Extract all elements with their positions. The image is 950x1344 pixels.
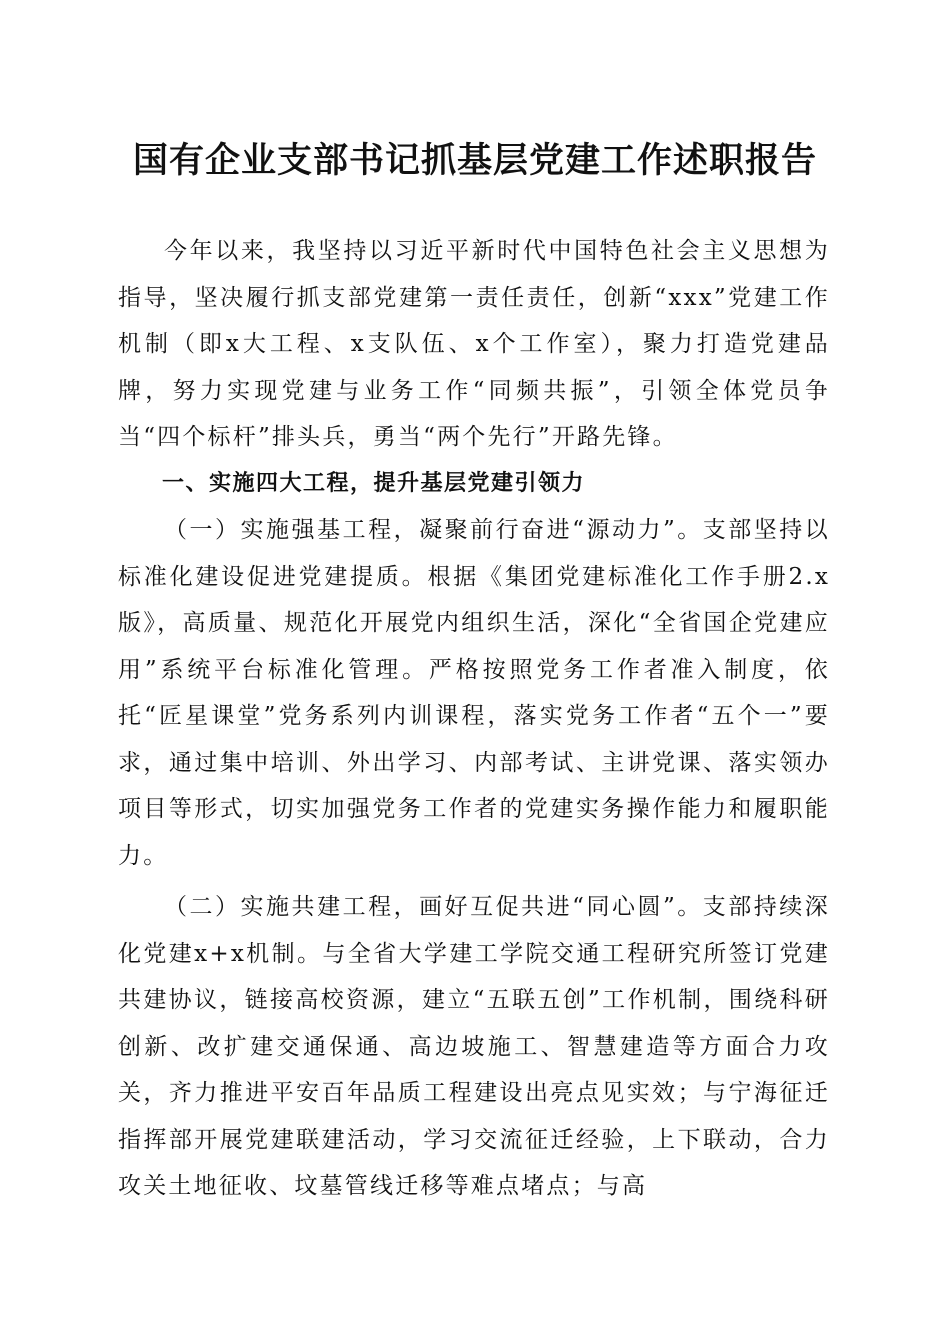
document-title: 国有企业支部书记抓基层党建工作述职报告 [132, 140, 817, 181]
paragraph-2: （二）实施共建工程，画好互促共进“同心圆”。支部持续深化党建x+x机制。与全省大学建工学院交通工程研究所签订党建共建协议，链接高校资源，建立“五联五创”工作机制，围绕科研创新、改扩建交通保通、高边坡施工、智慧建造等方面合力攻关，齐力推进平安百年品质工程建设出亮点见实效；与宁海征迁指挥部开展党建联建活动，学习交流征迁经验，上下联动，合力攻关土地征收、坟墓管线迁移等难点堵点；与高 [118, 894, 830, 1199]
paragraph-1: （一）实施强基工程，凝聚前行奋进“源动力”。支部坚持以标准化建设促进党建提质。根据《集团党建标准化工作手册2.x版》，高质量、规范化开展党内组织生活，深化“全省国企党建应用”系统平台标准化管理。严格按照党务工作者准入制度，依托“匠星课堂”党务系列内训课程，落实党务工作者“五个一”要求，通过集中培训、外出学习、内部考试、主讲党课、落实领办项目等形式，切实加强党务工作者的党建实务操作能力和履职能力。 [118, 517, 830, 869]
intro-paragraph: 今年以来，我坚持以习近平新时代中国特色社会主义思想为指导，坚决履行抓支部党建第一责任责任，创新“xxx”党建工作机制（即x大工程、x支队伍、x个工作室），聚力打造党建品牌，努力实现党建与业务工作“同频共振”，引领全体党员争当“四个标杆”排头兵，勇当“两个先行”开路先锋。 [118, 238, 830, 450]
section-1-heading: 一、实施四大工程，提升基层党建引领力 [162, 470, 586, 496]
document-body [118, 228, 830, 1210]
